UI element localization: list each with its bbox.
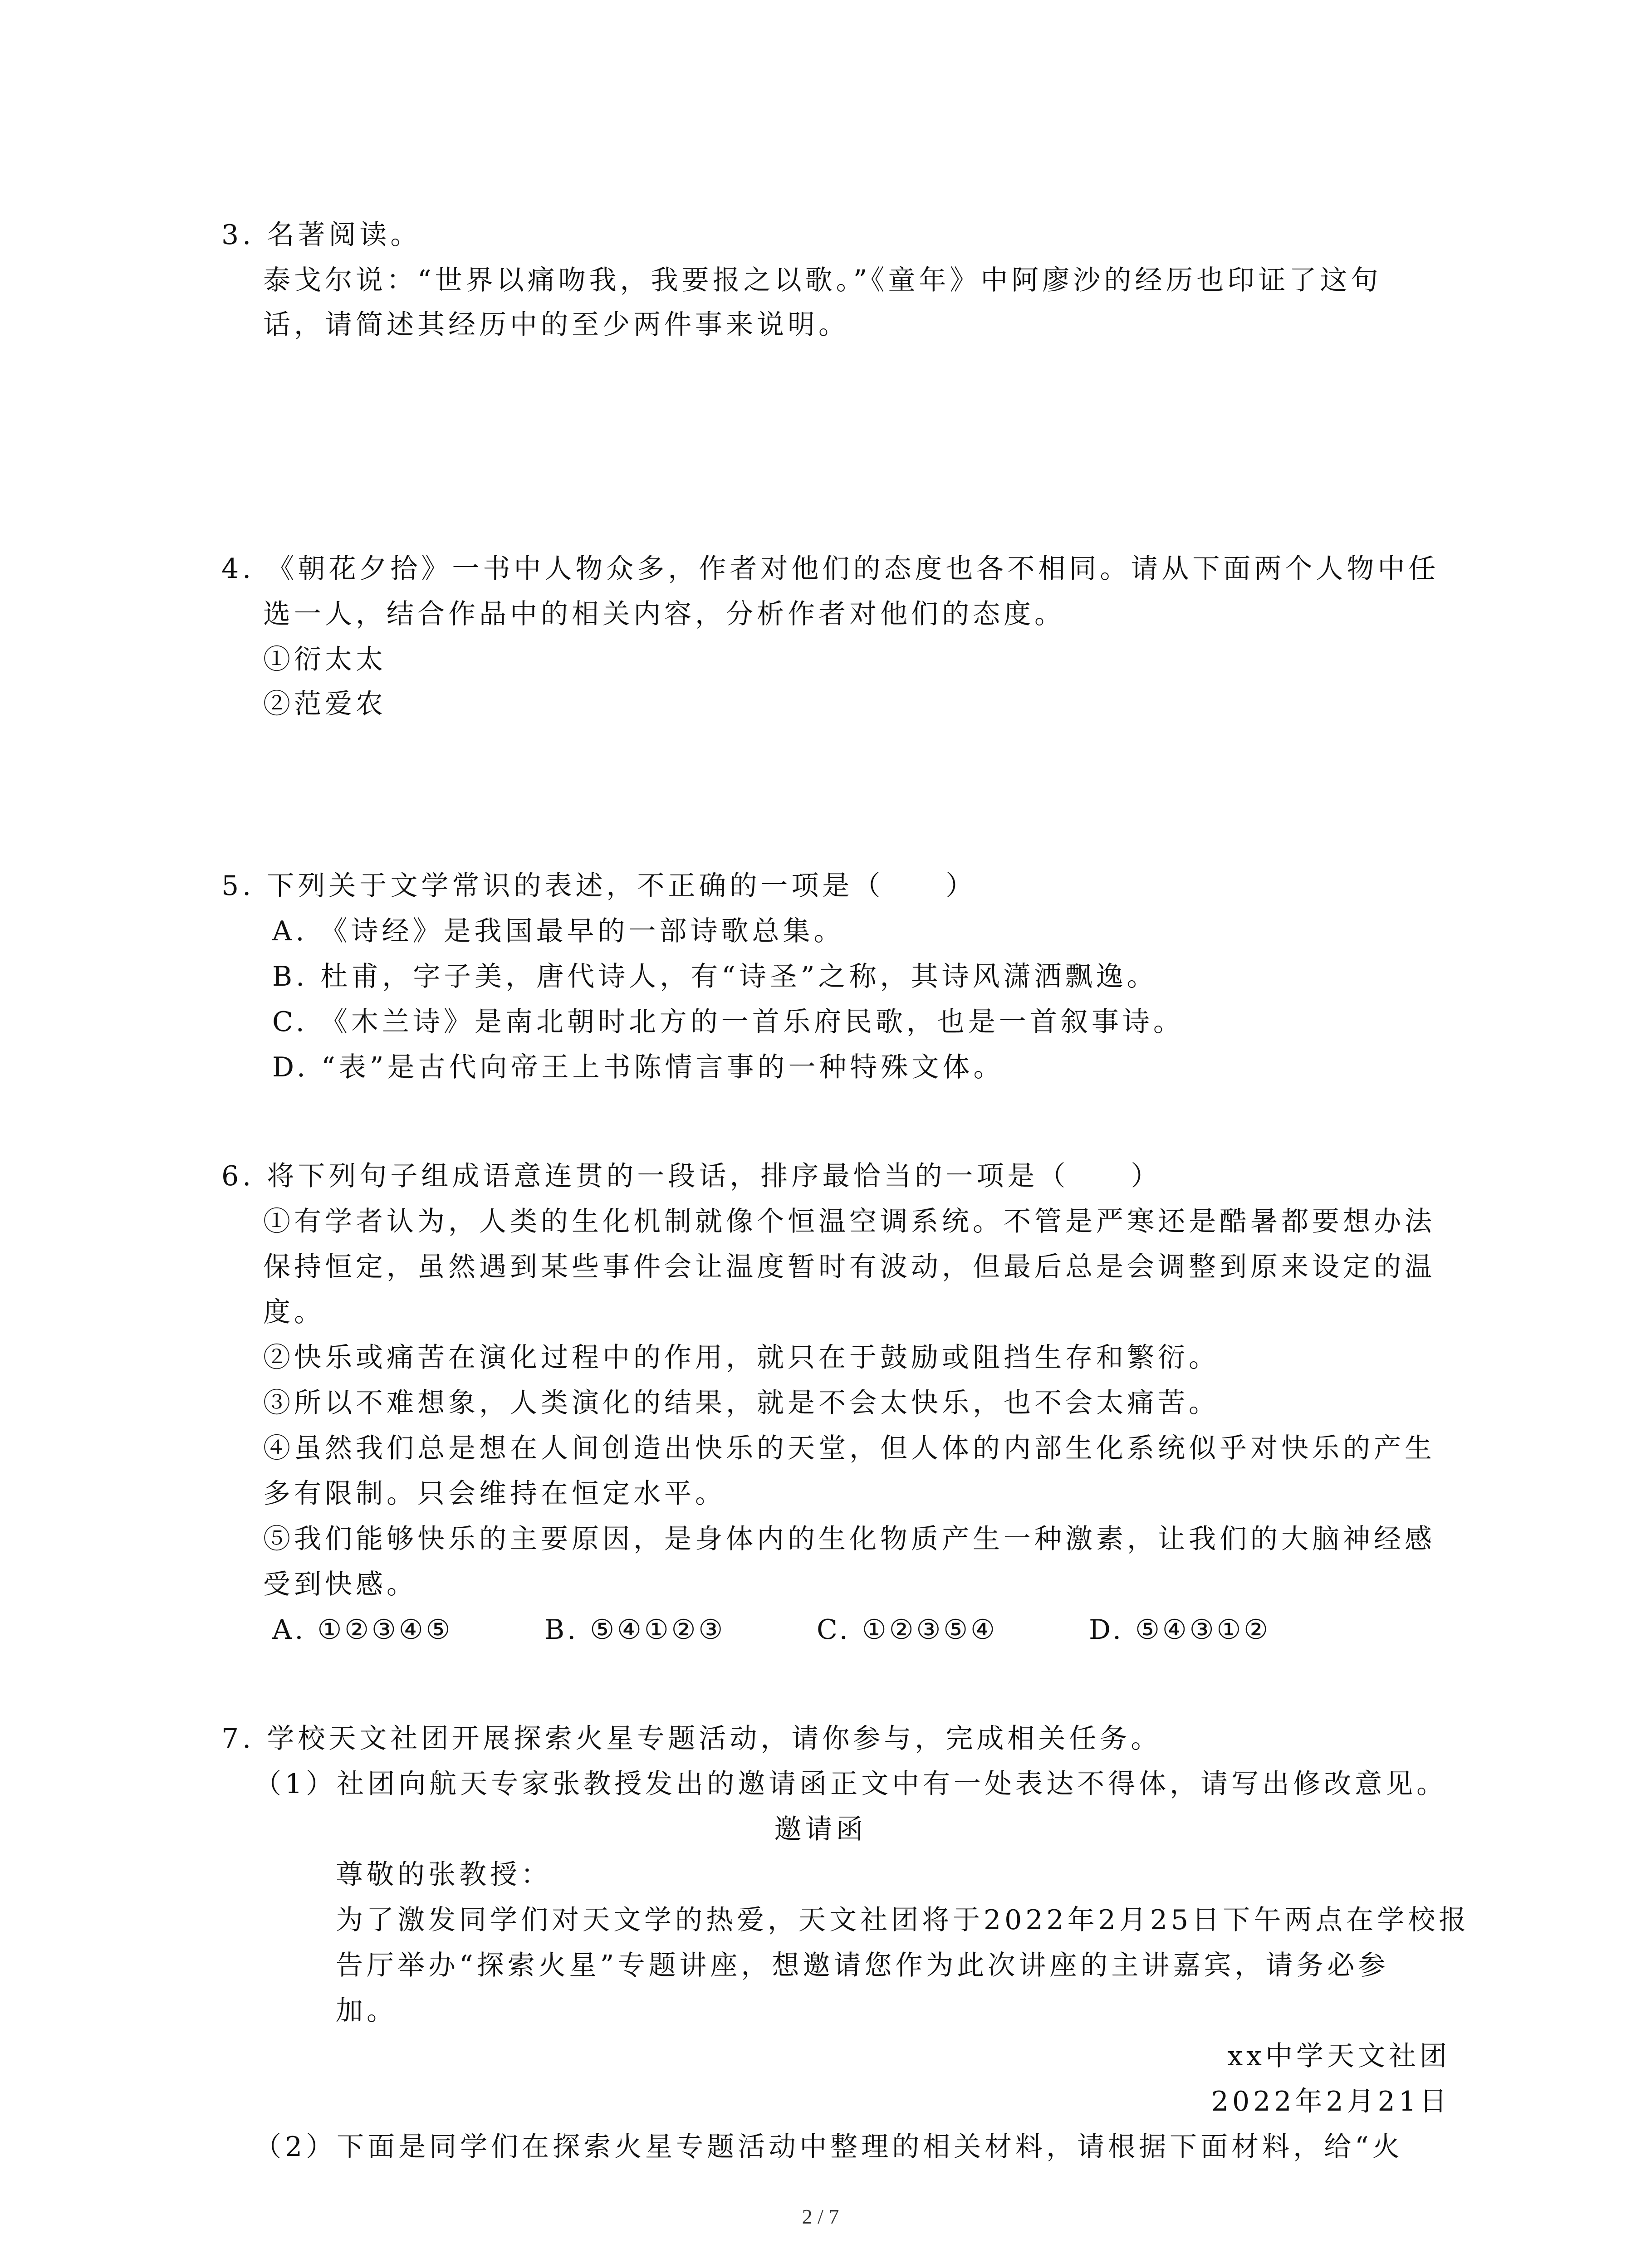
q6-sentence5-b: 受到快感。	[263, 1569, 417, 1600]
q5-option-a: A. 《诗经》是我国最早的一部诗歌总集。	[272, 915, 845, 947]
q4-item2: ②范爱农	[263, 688, 387, 720]
q4-line1: 4. 《朝花夕拾》一书中人物众多，作者对他们的态度也各不相同。请从下面两个人物中任	[221, 553, 1440, 585]
q5-option-b: B. 杜甫，字子美，唐代诗人，有“诗圣”之称，其诗风潇洒飘逸。	[272, 961, 1158, 992]
q6-option-c: C. ①②③⑤④	[817, 1614, 998, 1646]
q6-option-d: D. ⑤④③①②	[1089, 1614, 1271, 1646]
q6-sentence4-b: 多有限制。只会维持在恒定水平。	[263, 1478, 726, 1510]
q6-sentence1-a: ①有学者认为，人类的生化机制就像个恒温空调系统。不管是严寒还是酷暑都要想办法	[263, 1206, 1435, 1237]
letter-body-line1: 为了激发同学们对天文学的热爱，天文社团将于2022年2月25日下午两点在学校报	[336, 1904, 1470, 1936]
q6-sentence2: ②快乐或痛苦在演化过程中的作用，就只在于鼓励或阻挡生存和繁衍。	[263, 1342, 1220, 1374]
page-number: 2 / 7	[802, 2205, 839, 2228]
q3-line2: 话，请简述其经历中的至少两件事来说明。	[263, 309, 849, 341]
q6-sentence4-a: ④虽然我们总是想在人间创造出快乐的天堂，但人体的内部生化系统似乎对快乐的产生	[263, 1432, 1435, 1464]
letter-salutation: 尊敬的张教授：	[336, 1859, 552, 1891]
q5-title: 5. 下列关于文学常识的表述，不正确的一项是（ ）	[221, 870, 977, 902]
q6-sentence3: ③所以不难想象，人类演化的结果，就是不会太快乐，也不会太痛苦。	[263, 1387, 1220, 1419]
letter-body-line3: 加。	[336, 1995, 397, 2027]
q6-sentence5-a: ⑤我们能够快乐的主要原因，是身体内的生化物质产生一种激素，让我们的大脑神经感	[263, 1523, 1435, 1555]
letter-date: 2022年2月21日	[1211, 2086, 1450, 2117]
q3-title: 3. 名著阅读。	[221, 219, 421, 251]
q7-title: 7. 学校天文社团开展探索火星专题活动，请你参与，完成相关任务。	[221, 1723, 1162, 1755]
q7-subquestion-2: （2）下面是同学们在探索火星专题活动中整理的相关材料，请根据下面材料，给“火	[254, 2131, 1403, 2163]
q3-line1: 泰戈尔说：“世界以痛吻我，我要报之以歌。”《童年》中阿廖沙的经历也印证了这句	[263, 264, 1382, 296]
letter-body-line2: 告厅举办“探索火星”专题讲座，想邀请您作为此次讲座的主讲嘉宾，请务必参	[336, 1950, 1389, 1981]
q6-option-a: A. ①②③④⑤	[272, 1614, 453, 1646]
q7-subquestion-1: （1）社团向航天专家张教授发出的邀请函正文中有一处表达不得体，请写出修改意见。	[254, 1768, 1448, 1800]
q5-option-c: C. 《木兰诗》是南北朝时北方的一首乐府民歌，也是一首叙事诗。	[272, 1006, 1184, 1038]
q6-option-b: B. ⑤④①②③	[544, 1614, 726, 1646]
q6-title: 6. 将下列句子组成语意连贯的一段话，排序最恰当的一项是（ ）	[221, 1160, 1162, 1192]
letter-signature: xx中学天文社团	[1227, 2040, 1450, 2072]
q6-sentence1-b: 保持恒定，虽然遇到某些事件会让温度暂时有波动，但最后总是会调整到原来设定的温	[263, 1251, 1435, 1283]
q4-line2: 选一人，结合作品中的相关内容，分析作者对他们的态度。	[263, 598, 1065, 630]
q4-item1: ①衍太太	[263, 644, 387, 675]
q5-option-d: D. “表”是古代向帝王上书陈情言事的一种特殊文体。	[272, 1051, 1004, 1083]
q6-sentence1-c: 度。	[263, 1296, 325, 1328]
letter-title: 邀请函	[774, 1813, 867, 1845]
